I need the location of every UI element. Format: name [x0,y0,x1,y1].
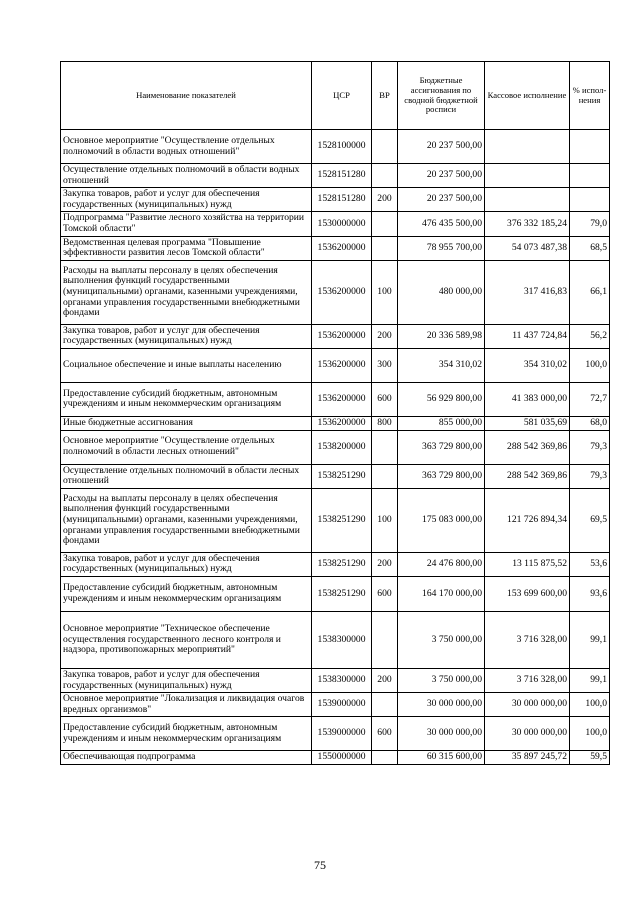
row-name: Основное мероприятие "Осуществление отдельных полномочий в области лесных отношений" [61,430,312,464]
row-csr: 1538251290 [312,488,372,552]
table-row [61,488,610,552]
row-assigned: 78 955 700,00 [398,236,485,260]
row-assigned: 20 336 589,98 [398,324,485,348]
row-csr: 1550000000 [312,751,372,765]
row-csr: 1528151280 [312,188,372,212]
row-csr: 1528100000 [312,130,372,164]
row-cash: 30 000 000,00 [485,717,570,751]
row-percent: 69,5 [570,488,610,552]
row-assigned: 20 237 500,00 [398,164,485,188]
row-assigned: 480 000,00 [398,260,485,324]
row-csr: 1536200000 [312,236,372,260]
row-csr: 1536200000 [312,416,372,430]
row-vr [372,430,398,464]
table-row [61,416,610,430]
header-name: Наименование показателей [61,62,312,130]
row-name: Ведомственная целевая программа "Повышение эффективности развития лесов Томской области" [61,236,312,260]
row-csr: 1536200000 [312,324,372,348]
header-assigned: Бюджетные ассигнования по сводной бюджетной росписи [398,62,485,130]
table-row [61,260,610,324]
row-percent: 66,1 [570,260,610,324]
row-cash: 288 542 369,86 [485,430,570,464]
table-row [61,693,610,717]
row-percent: 79,0 [570,212,610,236]
table-row [61,188,610,212]
row-assigned: 20 237 500,00 [398,130,485,164]
row-assigned: 30 000 000,00 [398,693,485,717]
table-row [61,130,610,164]
table-row [61,382,610,416]
row-csr: 1538300000 [312,668,372,692]
row-assigned: 363 729 800,00 [398,430,485,464]
row-csr: 1538300000 [312,611,372,668]
row-name: Закупка товаров, работ и услуг для обеспечения государственных (муниципальных) нужд [61,552,312,576]
row-assigned: 363 729 800,00 [398,464,485,488]
row-name: Предоставление субсидий бюджетным, автономным учреждениям и иным некоммерческим организациям [61,576,312,611]
row-assigned: 3 750 000,00 [398,611,485,668]
row-percent: 79,3 [570,464,610,488]
row-csr: 1538251290 [312,576,372,611]
table-row [61,576,610,611]
row-name: Закупка товаров, работ и услуг для обеспечения государственных (муниципальных) нужд [61,668,312,692]
row-csr: 1538200000 [312,430,372,464]
row-vr: 600 [372,717,398,751]
row-cash: 317 416,83 [485,260,570,324]
row-csr: 1528151280 [312,164,372,188]
table-row [61,464,610,488]
row-cash: 54 073 487,38 [485,236,570,260]
row-cash: 13 115 875,52 [485,552,570,576]
table-row [61,348,610,382]
row-cash: 3 716 328,00 [485,668,570,692]
row-percent: 93,6 [570,576,610,611]
row-vr: 200 [372,668,398,692]
row-percent: 68,5 [570,236,610,260]
page-number: 75 [314,858,326,872]
row-vr: 200 [372,188,398,212]
row-csr: 1538251290 [312,552,372,576]
row-name: Осуществление отдельных полномочий в области водных отношений [61,164,312,188]
row-vr: 600 [372,382,398,416]
row-percent: 56,2 [570,324,610,348]
row-percent: 100,0 [570,348,610,382]
table-row [61,236,610,260]
header-csr: ЦСР [312,62,372,130]
row-cash: 376 332 185,24 [485,212,570,236]
row-assigned: 476 435 500,00 [398,212,485,236]
row-name: Закупка товаров, работ и услуг для обеспечения государственных (муниципальных) нужд [61,324,312,348]
row-cash: 30 000 000,00 [485,693,570,717]
row-vr: 200 [372,552,398,576]
row-assigned: 56 929 800,00 [398,382,485,416]
row-percent: 100,0 [570,693,610,717]
row-cash: 153 699 600,00 [485,576,570,611]
table-row [61,430,610,464]
row-cash: 354 310,02 [485,348,570,382]
row-vr: 200 [372,324,398,348]
budget-table [60,61,610,765]
table-row [61,751,610,765]
row-percent: 68,0 [570,416,610,430]
row-vr [372,212,398,236]
row-cash: 581 035,69 [485,416,570,430]
row-vr [372,130,398,164]
row-vr: 800 [372,416,398,430]
row-name: Расходы на выплаты персоналу в целях обеспечения выполнения функций государственными (муниципальными) органами, казенными учреждениями, органами управления государственными внебюджетными фондами [61,488,312,552]
row-assigned: 24 476 800,00 [398,552,485,576]
row-percent [570,188,610,212]
row-vr [372,236,398,260]
row-assigned: 60 315 600,00 [398,751,485,765]
row-cash: 11 437 724,84 [485,324,570,348]
table-body [61,130,610,765]
row-csr: 1530000000 [312,212,372,236]
row-vr [372,164,398,188]
row-assigned: 175 083 000,00 [398,488,485,552]
row-cash: 3 716 328,00 [485,611,570,668]
row-csr: 1539000000 [312,693,372,717]
row-name: Иные бюджетные ассигнования [61,416,312,430]
row-cash: 35 897 245,72 [485,751,570,765]
row-vr: 100 [372,260,398,324]
row-percent: 59,5 [570,751,610,765]
row-name: Основное мероприятие "Осуществление отдельных полномочий в области водных отношений" [61,130,312,164]
row-assigned: 164 170 000,00 [398,576,485,611]
row-name: Предоставление субсидий бюджетным, автономным учреждениям и иным некоммерческим организациям [61,382,312,416]
table-row [61,717,610,751]
row-csr: 1538251290 [312,464,372,488]
table-row [61,611,610,668]
row-percent: 99,1 [570,668,610,692]
table-row [61,552,610,576]
header-cash: Кассовое исполнение [485,62,570,130]
row-csr: 1536200000 [312,382,372,416]
row-percent: 53,6 [570,552,610,576]
row-assigned: 855 000,00 [398,416,485,430]
row-vr [372,693,398,717]
row-cash [485,188,570,212]
row-assigned: 30 000 000,00 [398,717,485,751]
row-percent [570,130,610,164]
table-row [61,324,610,348]
row-csr: 1539000000 [312,717,372,751]
row-vr: 300 [372,348,398,382]
row-name: Подпрограмма "Развитие лесного хозяйства на территории Томской области" [61,212,312,236]
row-name: Обеспечивающая подпрограмма [61,751,312,765]
row-vr [372,751,398,765]
row-name: Предоставление субсидий бюджетным, автономным учреждениям и иным некоммерческим организациям [61,717,312,751]
row-name: Осуществление отдельных полномочий в области лесных отношений [61,464,312,488]
row-vr [372,611,398,668]
row-vr: 600 [372,576,398,611]
row-name: Расходы на выплаты персоналу в целях обеспечения выполнения функций государственными (муниципальными) органами, казенными учреждениями, органами управления государственными внебюджетными фондами [61,260,312,324]
row-name: Закупка товаров, работ и услуг для обеспечения государственных (муниципальных) нужд [61,188,312,212]
table-row [61,668,610,692]
table-row [61,212,610,236]
row-assigned: 3 750 000,00 [398,668,485,692]
row-assigned: 354 310,02 [398,348,485,382]
row-name: Социальное обеспечение и иные выплаты населению [61,348,312,382]
row-vr: 100 [372,488,398,552]
row-cash: 288 542 369,86 [485,464,570,488]
row-name: Основное мероприятие "Локализация и ликвидация очагов вредных организмов" [61,693,312,717]
row-csr: 1536200000 [312,348,372,382]
row-cash: 41 383 000,00 [485,382,570,416]
table-row [61,164,610,188]
row-percent: 99,1 [570,611,610,668]
row-percent: 79,3 [570,430,610,464]
row-percent: 72,7 [570,382,610,416]
row-vr [372,464,398,488]
row-name: Основное мероприятие "Техническое обеспечение осуществления государственного лесного контроля и надзора, противопожарных мероприятий" [61,611,312,668]
row-cash [485,130,570,164]
row-cash: 121 726 894,34 [485,488,570,552]
row-cash [485,164,570,188]
table-header-row [61,62,610,130]
row-percent [570,164,610,188]
row-assigned: 20 237 500,00 [398,188,485,212]
header-vr: ВР [372,62,398,130]
row-csr: 1536200000 [312,260,372,324]
header-percent: % испол-нения [570,62,610,130]
row-percent: 100,0 [570,717,610,751]
